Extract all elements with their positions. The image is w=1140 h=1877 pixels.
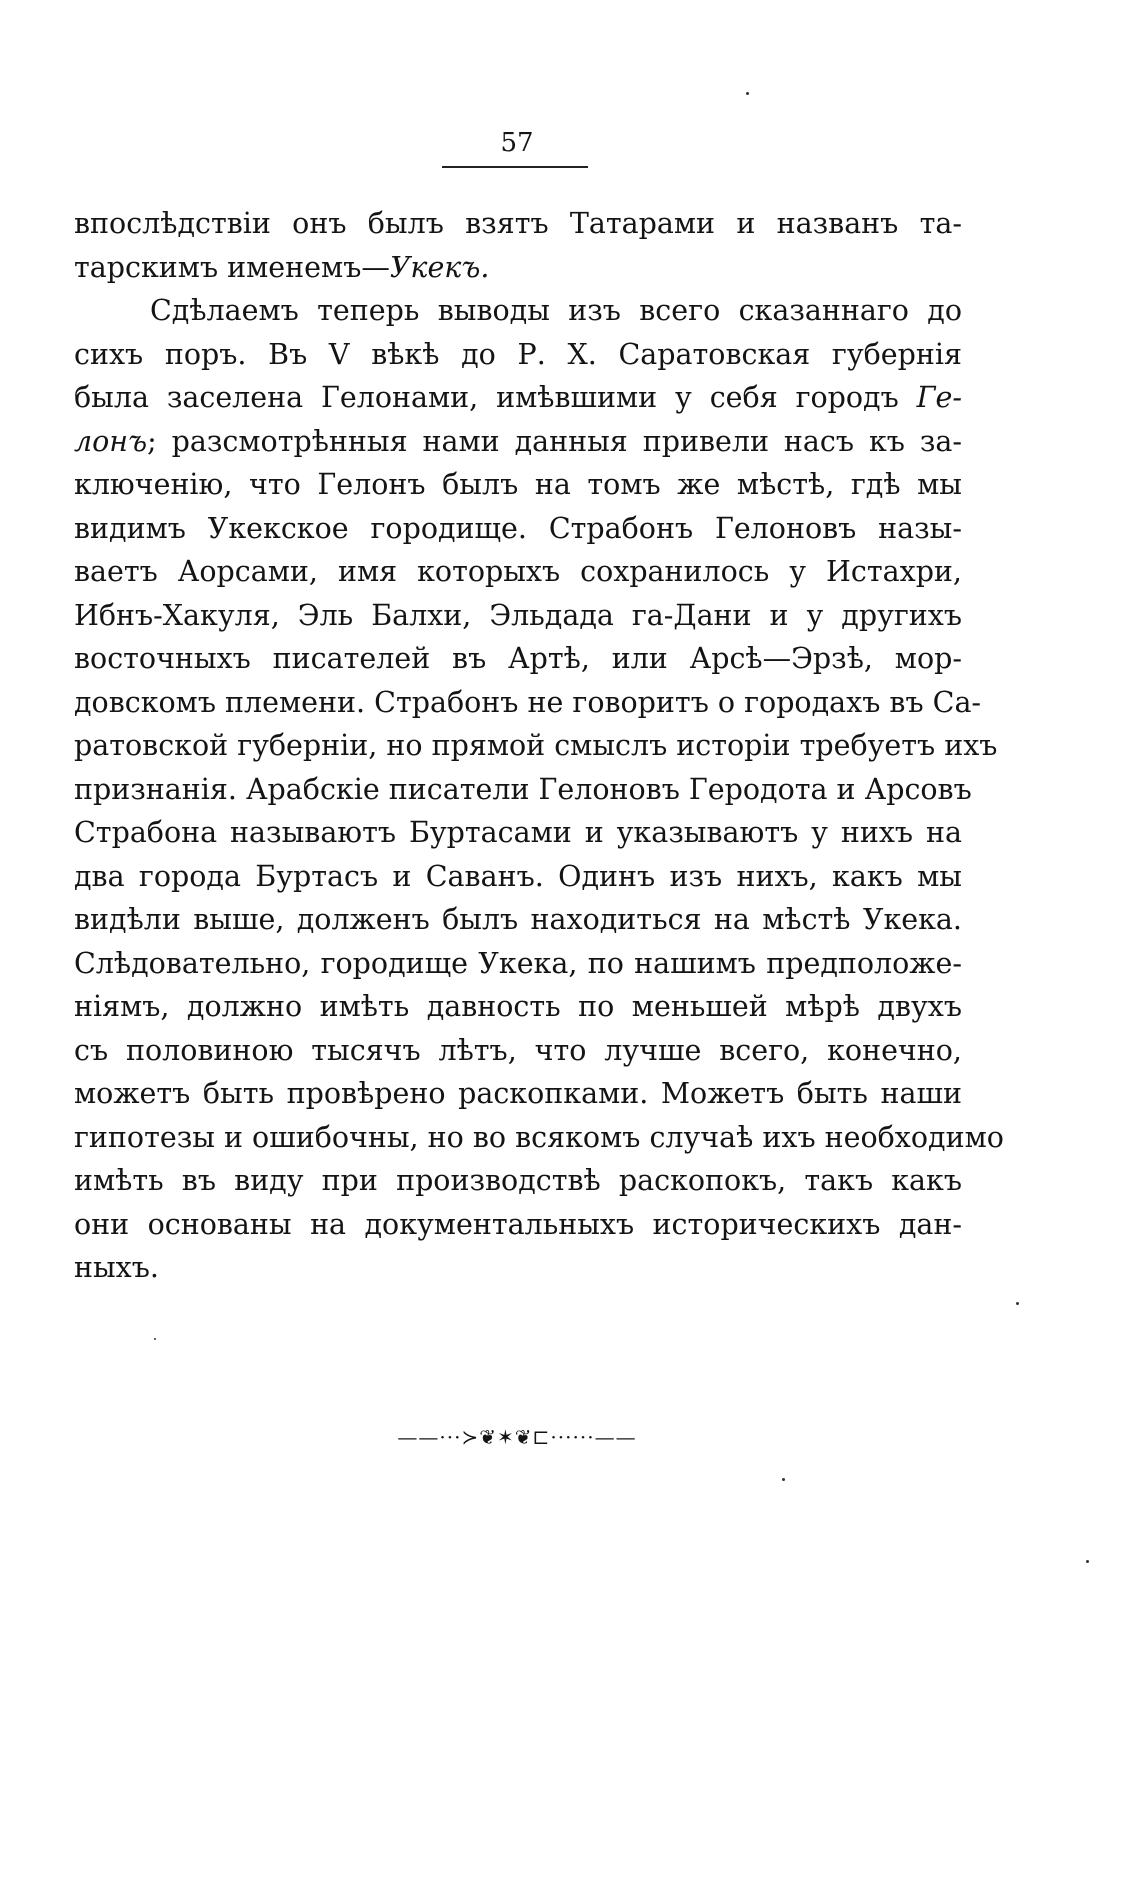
text-line: видимъ Укекское городище. Страбонъ Гелоновъ назы- [74,511,962,545]
text-line: они основаны на документальныхъ историческихъ дан- [74,1207,962,1241]
text-line: Ибнъ-Хакуля, Эль Балхи, Эльдада га-Дани и у другихъ [74,598,962,632]
text-segment: тарскимъ именемъ— [74,250,390,284]
body-text [74,202,1004,1290]
text-line: видѣли выше, долженъ былъ находиться на мѣстѣ Укека. [74,903,962,936]
text-line: довскомъ племени. Страбонъ не говоритъ о городахъ въ Са- [74,685,982,719]
text-line [74,246,962,290]
text-line: ключенію, что Гелонъ былъ на томъ же мѣстѣ, гдѣ мы [74,468,962,501]
end-ornament: ——···≻❦✶❦⊏······—— [397,1425,637,1449]
text-segment: была заселена Гелонами, имѣвшими у себя городъ [74,381,917,414]
text-segment: ; разсмотрѣнныя нами данныя привели насъ къ за- [147,424,962,458]
italic-word: Укекъ. [389,250,490,284]
italic-word: Ге- [916,381,962,414]
text-line: ныхъ. [74,1251,159,1284]
page-number: 57 [500,128,534,158]
text-line [74,376,962,420]
paper-speck [154,1338,156,1340]
text-line: ваетъ Аорсами, имя которыхъ сохранилось у Истахри, [74,555,962,588]
text-line [74,420,962,464]
text-line: признанія. Арабскіе писатели Гелоновъ Геродота и Арсовъ [74,772,972,806]
text-line: два города Буртасъ и Саванъ. Одинъ изъ нихъ, какъ мы [74,859,962,893]
text-line: восточныхъ писателей въ Артѣ, или Арсѣ—Эрзѣ, мор- [74,642,962,675]
paper-speck [782,1478,785,1481]
text-line: имѣть въ виду при производствѣ раскопокъ, такъ какъ [74,1164,962,1197]
paper-speck [1086,1560,1089,1563]
text-line: сихъ поръ. Въ V вѣкѣ до Р. Х. Саратовская губернія [74,337,962,371]
paragraph-start-line: Сдѣлаемъ теперь выводы изъ всего сказаннаго до [150,294,962,327]
paper-speck [746,92,749,95]
text-line: можетъ быть провѣрено раскопками. Можетъ быть наши [74,1077,962,1110]
text-line: Страбона называютъ Буртасами и указываютъ у нихъ на [74,816,962,849]
italic-word: лонъ [74,424,148,458]
text-line: впослѣдствіи онъ былъ взятъ Татарами и названъ та- [74,207,962,240]
text-line: ніямъ, должно имѣть давность по меньшей мѣрѣ двухъ [74,990,962,1023]
text-line: Слѣдовательно, городище Укека, по нашимъ предположе- [74,946,962,980]
text-line: съ половиною тысячъ лѣтъ, что лучше всего, конечно, [74,1033,962,1067]
header-rule [442,166,588,168]
text-line: гипотезы и ошибочны, но во всякомъ случаѣ ихъ необходимо [74,1120,1004,1154]
text-line: ратовской губерніи, но прямой смыслъ исторіи требуетъ ихъ [74,729,998,762]
paper-speck [1016,1302,1019,1305]
